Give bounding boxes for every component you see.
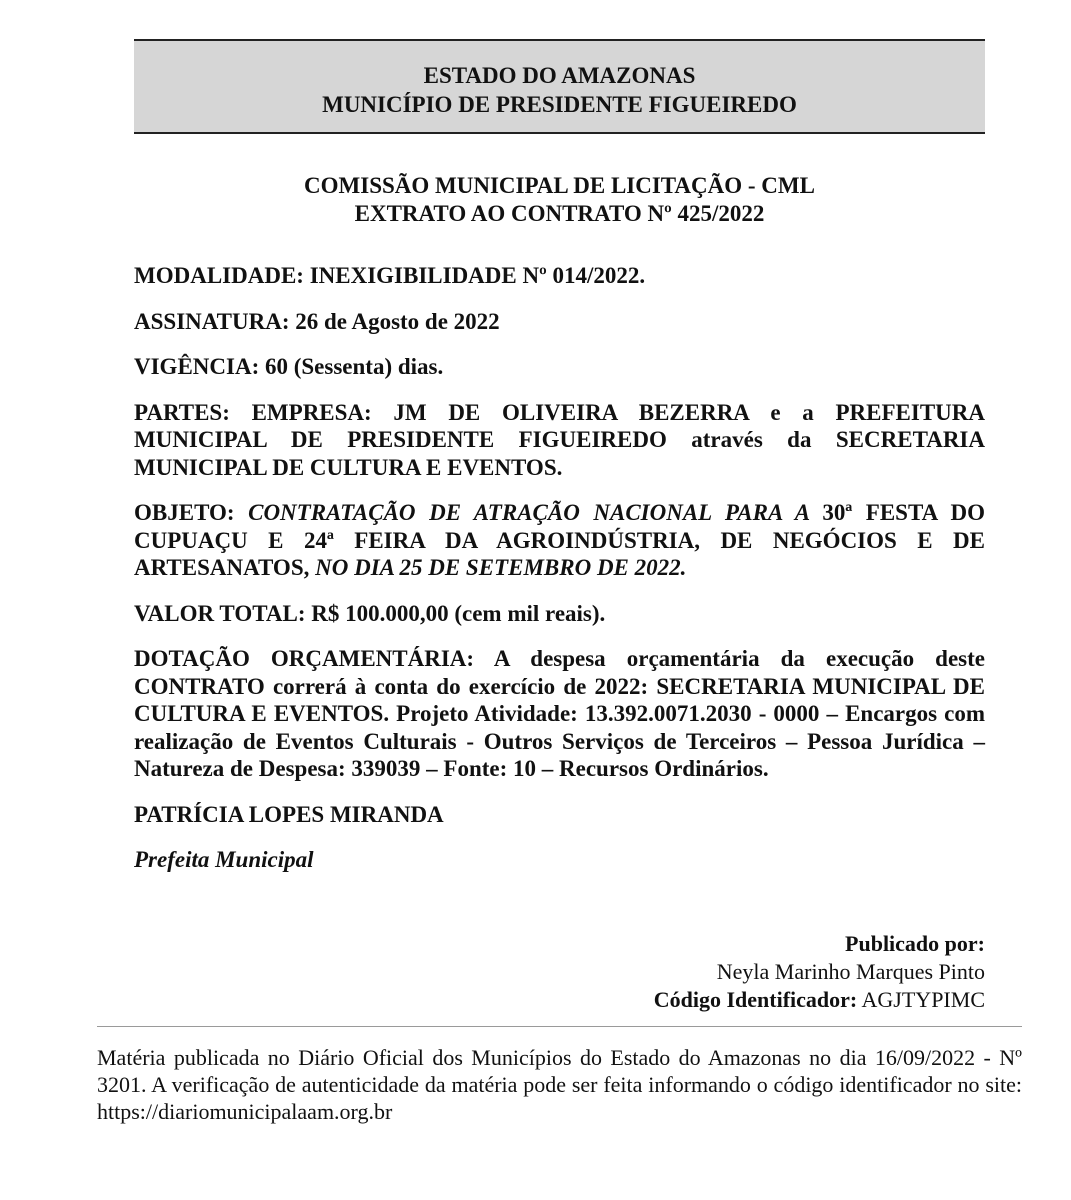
objeto-text-italic: CONTRATAÇÃO DE ATRAÇÃO NACIONAL PARA A	[248, 500, 823, 525]
state-header-banner	[134, 39, 985, 134]
publisher-block	[654, 930, 985, 1014]
identifier-code-value: AGJTYPIMC	[857, 987, 985, 1012]
commission-name: COMISSÃO MUNICIPAL DE LICITAÇÃO - CML	[304, 173, 815, 198]
signatory-name: PATRÍCIA LOPES MIRANDA	[134, 801, 444, 827]
dotacao-paragraph: DOTAÇÃO ORÇAMENTÁRIA: A despesa orçamentária da execução deste CONTRATO correrá à conta do exercício de 2022: SECRETARIA MUNICIPAL DE CULTURA E EVENTOS. Projeto Atividade: 13.392.0071.2030 - 0000 – Encargos com realização de Eventos Culturais - Outros Serviços de Terceiros – Pessoa Jurídica – Natureza de Despesa: 339039 – Fonte: 10 – Recursos Ordinários.	[134, 646, 985, 781]
publisher-name: Neyla Marinho Marques Pinto	[716, 959, 985, 984]
signatory-role: Prefeita Municipal	[134, 847, 314, 872]
state-name: ESTADO DO AMAZONAS	[423, 63, 696, 88]
municipality-name: MUNICÍPIO DE PRESIDENTE FIGUEIREDO	[322, 92, 797, 117]
vigencia-paragraph: VIGÊNCIA: 60 (Sessenta) dias.	[134, 354, 444, 379]
identifier-code-label: Código Identificador:	[653, 987, 858, 1012]
objeto-paragraph	[134, 499, 985, 582]
publication-footer-note: Matéria publicada no Diário Oficial dos Municípios do Estado do Amazonas no dia 16/09/2022 - Nº 3201. A verificação de autenticidade da matéria pode ser feita informando o código identificador no site: https://diariomunicipalaam.org.br	[97, 1045, 1022, 1124]
valor-paragraph: VALOR TOTAL: R$ 100.000,00 (cem mil reais).	[134, 600, 606, 626]
partes-paragraph: PARTES: EMPRESA: JM DE OLIVEIRA BEZERRA e a PREFEITURA MUNICIPAL DE PRESIDENTE FIGUEIREDO através da SECRETARIA MUNICIPAL DE CULTURA E EVENTOS.	[134, 399, 985, 480]
publisher-label: Publicado por:	[845, 931, 985, 956]
document-body	[134, 262, 985, 892]
modalidade-paragraph: MODALIDADE: INEXIGIBILIDADE Nº 014/2022.	[134, 263, 646, 288]
footer-divider	[97, 1026, 1022, 1027]
document-title	[134, 172, 985, 228]
contract-extract-title: EXTRATO AO CONTRATO Nº 425/2022	[354, 201, 765, 226]
objeto-event-text: 30ª FESTA DO CUPUAÇU E 24ª FEIRA DA AGROINDÚSTRIA, DE NEGÓCIOS E DE ARTESANATOS,	[134, 500, 985, 580]
assinatura-paragraph: ASSINATURA: 26 de Agosto de 2022	[134, 308, 500, 334]
objeto-date-italic: NO DIA 25 DE SETEMBRO DE 2022.	[309, 555, 687, 580]
identifier-code-line	[654, 986, 985, 1014]
objeto-label: OBJETO:	[134, 500, 249, 525]
